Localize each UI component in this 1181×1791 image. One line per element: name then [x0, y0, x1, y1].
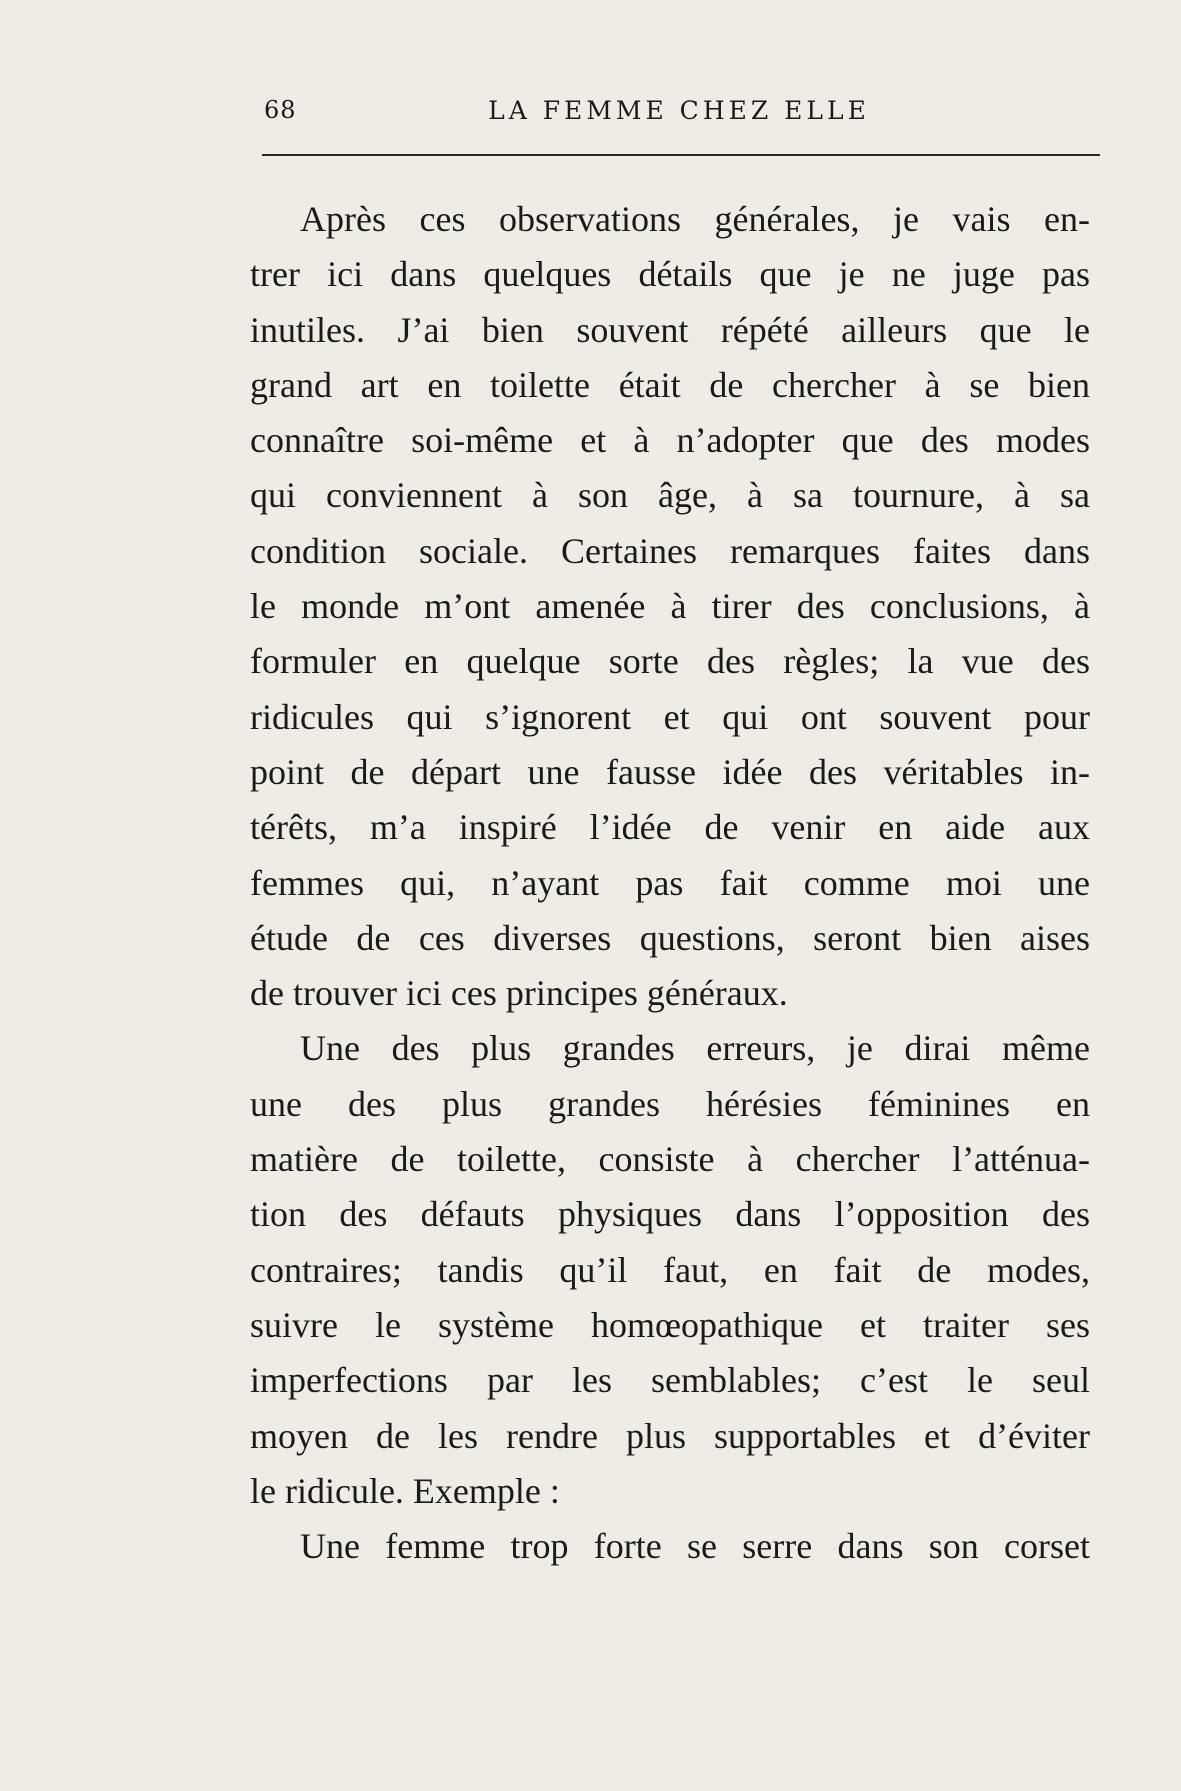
- running-header: [258, 96, 1100, 136]
- text-line: le ridicule. Exemple :: [250, 1470, 560, 1511]
- text-line: Après ces observations générales, je vais en-: [300, 199, 1090, 239]
- paragraph: [250, 1021, 1090, 1519]
- text-line: le monde m’ont amenée à tirer des conclusions, à: [250, 586, 1090, 627]
- text-line: ridicules qui s’ignorent et qui ont souvent pour: [250, 696, 1090, 737]
- text-line: moyen de les rendre plus supportables et d’éviter: [250, 1415, 1090, 1456]
- text-line: inutiles. J’ai bien souvent répété ailleurs que le: [250, 309, 1090, 350]
- text-line: formuler en quelque sorte des règles; la vue des: [250, 641, 1090, 682]
- text-line: point de départ une fausse idée des véritables in-: [250, 751, 1090, 792]
- text-line: suivre le système homœopathique et traiter ses: [250, 1304, 1090, 1345]
- text-line: de trouver ici ces principes généraux.: [250, 973, 788, 1014]
- text-line: femmes qui, n’ayant pas fait comme moi une: [250, 862, 1090, 903]
- text-line: Une des plus grandes erreurs, je dirai même: [300, 1028, 1090, 1069]
- text-line: Une femme trop forte se serre dans son corset: [300, 1526, 1090, 1567]
- text-line: contraires; tandis qu’il faut, en fait de modes,: [250, 1249, 1090, 1290]
- running-title: LA FEMME CHEZ ELLE: [488, 96, 870, 125]
- paragraph: [250, 192, 1090, 1021]
- text-line: étude de ces diverses questions, seront bien aises: [250, 917, 1090, 958]
- text-line: grand art en toilette était de chercher à se bien: [250, 364, 1090, 405]
- text-line: une des plus grandes hérésies féminines en: [250, 1083, 1090, 1124]
- text-line: térêts, m’a inspiré l’idée de venir en aide aux: [250, 807, 1090, 848]
- page-number: 68: [264, 96, 297, 124]
- text-line: qui conviennent à son âge, à sa tournure, à sa: [250, 475, 1090, 516]
- text-line: tion des défauts physiques dans l’opposition des: [250, 1194, 1090, 1235]
- text-line: condition sociale. Certaines remarques faites dans: [250, 530, 1090, 571]
- text-line: imperfections par les semblables; c’est le seul: [250, 1360, 1090, 1401]
- page-body: [250, 192, 1090, 1574]
- header-rule: [262, 154, 1100, 156]
- text-line: matière de toilette, consiste à chercher l’atténua-: [250, 1139, 1090, 1180]
- text-line: trer ici dans quelques détails que je ne juge pas: [250, 254, 1090, 295]
- text-line: connaître soi-même et à n’adopter que des modes: [250, 420, 1090, 461]
- paragraph: [250, 1519, 1090, 1574]
